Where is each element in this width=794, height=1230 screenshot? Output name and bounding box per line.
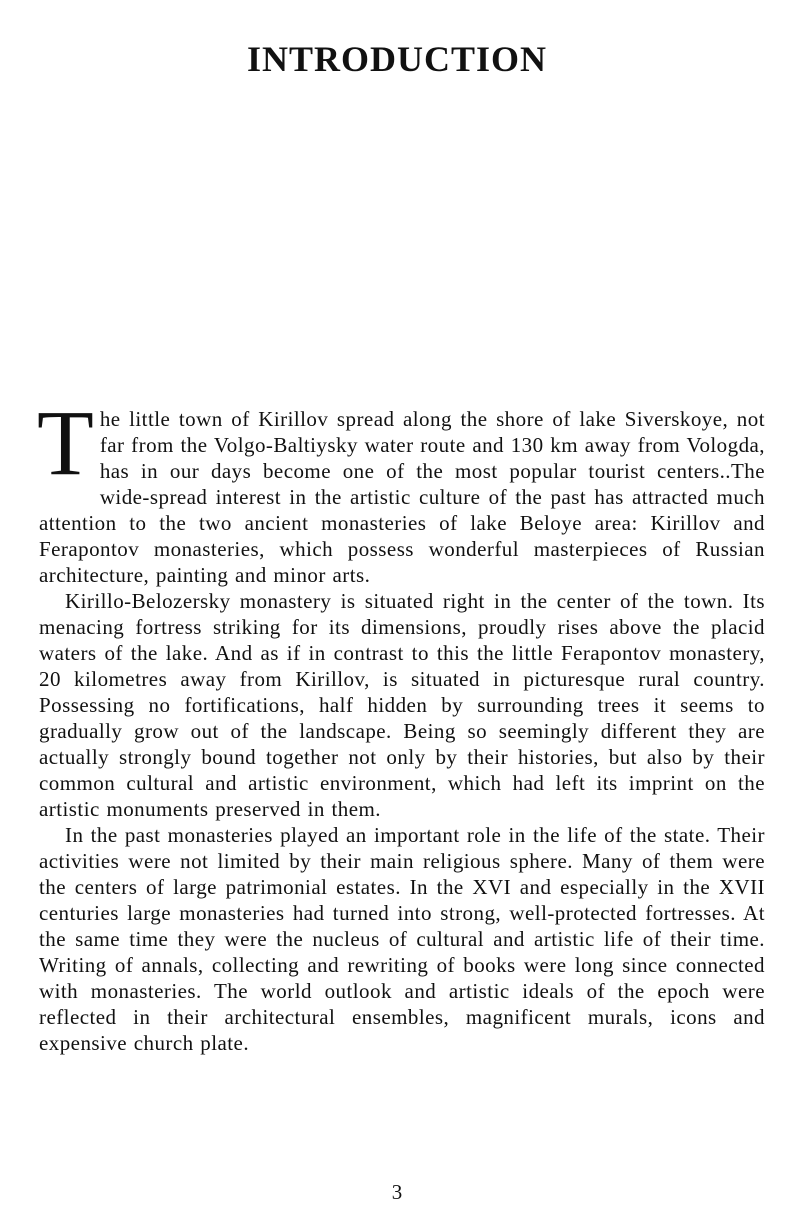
- paragraph-1: [37, 392, 765, 588]
- drop-cap: T: [37, 392, 94, 495]
- paragraph-2: Kirillo-Belozersky monastery is situated right in the center of the town. Its menacing fortress striking for its dimensions, proudly rises above the placid waters of the lake. And as if in contrast to this the little Ferapontov monastery, 20 kilometres away from Kirillov, is situated in picturesque rural country. Possessing no fortifications, half hidden by surrounding trees it seems to gradually grow out of the landscape. Being so seemingly different they are actually strongly bound together not only by their histories, but also by their common cultural and artistic environment, which had left its imprint on the artistic monuments preserved in them.: [39, 589, 765, 821]
- body-text: [37, 392, 765, 1056]
- paragraph-1-text: he little town of Kirillov spread along the shore of lake Siverskoye, not far from the Volgo-Baltiysky water route and 130 km away from Vologda, has in our days become one of the most popular tourist centers..The wide-spread interest in the artistic culture of the past has attracted much attention to the two ancient monasteries of lake Beloye area: Kirillov and Ferapontov monasteries, which possess wonderful masterpieces of Russian architecture, painting and minor arts.: [39, 407, 765, 587]
- page-title: INTRODUCTION: [246, 39, 548, 79]
- paragraph-3: In the past monasteries played an important role in the life of the state. Their activities were not limited by their main religious sphere. Many of them were the centers of large patrimonial estates. In the XVI and especially in the XVII centuries large monasteries had turned into strong, well-protected fortresses. At the same time they were the nucleus of cultural and artistic life of their time. Writing of annals, collecting and rewriting of books were long since connected with monasteries. The world outlook and artistic ideals of the epoch were reflected in their architectural ensembles, magnificent murals, icons and expensive church plate.: [39, 823, 765, 1055]
- page-number: 3: [391, 1180, 403, 1204]
